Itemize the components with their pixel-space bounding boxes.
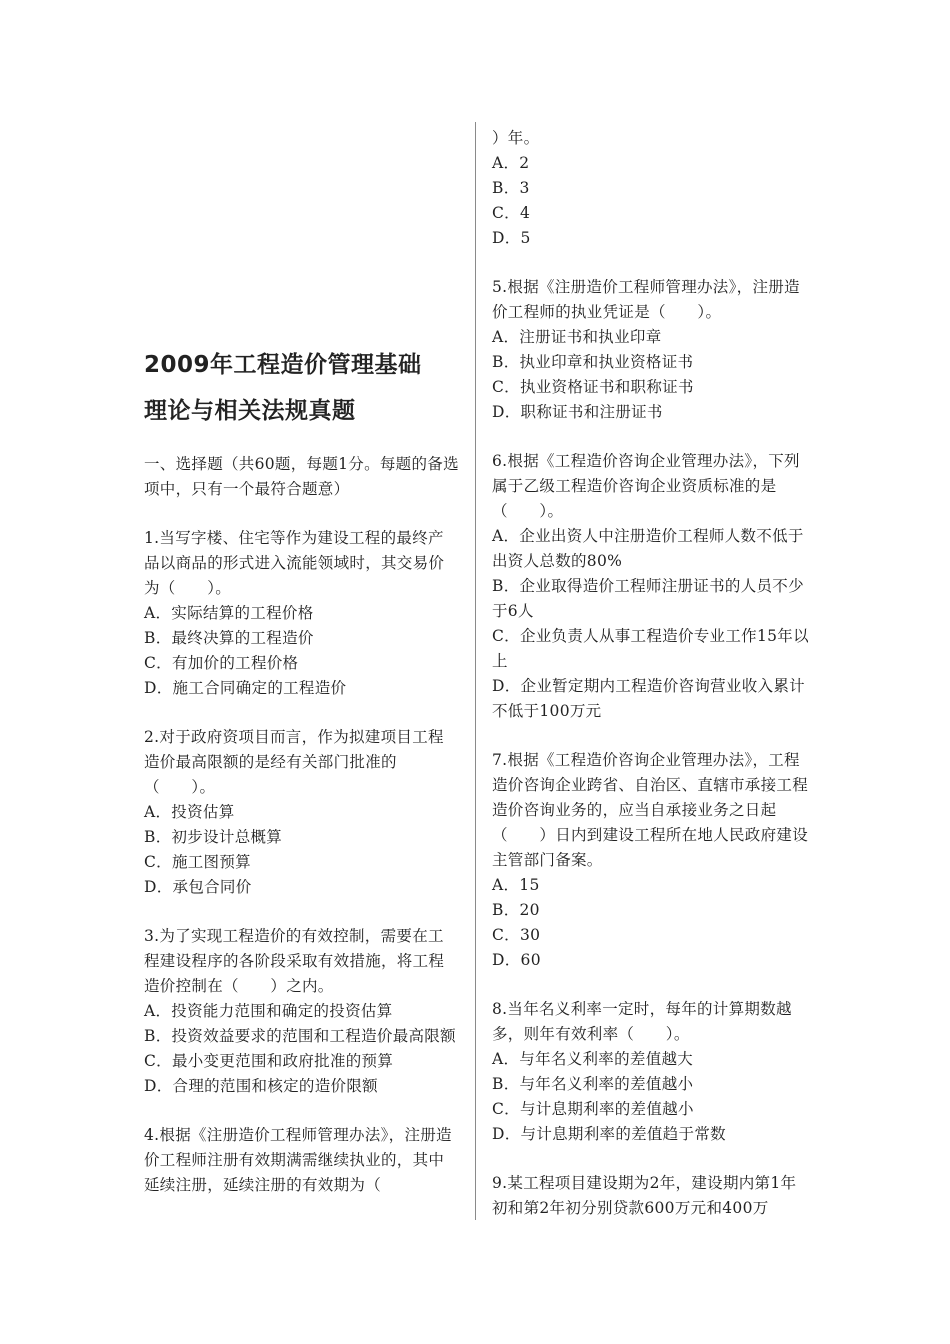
option-c: C．有加价的工程价格 bbox=[144, 654, 299, 672]
question-3 bbox=[144, 924, 459, 1099]
option-a: A．与年名义利率的差值越大 bbox=[492, 1050, 694, 1068]
option-b: B．企业取得造价工程师注册证书的人员不少于6人 bbox=[492, 577, 804, 620]
option-b: B．投资效益要求的范围和工程造价最高限额 bbox=[144, 1027, 456, 1045]
option-b: B．与年名义利率的差值越小 bbox=[492, 1075, 694, 1093]
question-stem: 1.当写字楼、住宅等作为建设工程的最终产品以商品的形式进入流能领域时，其交易价为（ ）。 bbox=[144, 529, 445, 597]
option-a: A．投资估算 bbox=[144, 803, 235, 821]
question-4 bbox=[144, 1123, 459, 1198]
option-a: A．实际结算的工程价格 bbox=[144, 604, 314, 622]
option-d: D．施工合同确定的工程造价 bbox=[144, 679, 347, 697]
question-stem: 9.某工程项目建设期为2年，建设期内第1年初和第2年初分别贷款600万元和400万 bbox=[492, 1174, 797, 1217]
option-d: D．合理的范围和核定的造价限额 bbox=[144, 1077, 378, 1095]
option-b: B．最终决算的工程造价 bbox=[144, 629, 314, 647]
question-stem: 2.对于政府资项目而言，作为拟建项目工程造价最高限额的是经有关部门批准的（ ）。 bbox=[144, 728, 444, 796]
column-divider bbox=[475, 122, 476, 1220]
question-stem: 5.根据《注册造价工程师管理办法》，注册造价工程师的执业凭证是（ ）。 bbox=[492, 278, 800, 321]
option-d: D．5 bbox=[492, 229, 531, 247]
option-a: A．投资能力范围和确定的投资估算 bbox=[144, 1002, 393, 1020]
question-stem: 3.为了实现工程造价的有效控制，需要在工程建设程序的各阶段采取有效措施，将工程造价控制在（ ）之内。 bbox=[144, 927, 445, 995]
document-title: 2009年工程造价管理基础理论与相关法规真题 bbox=[144, 352, 422, 424]
option-a: A．15 bbox=[492, 876, 540, 894]
option-d: D．承包合同价 bbox=[144, 878, 252, 896]
section-heading: 一、选择题（共60题，每题1分。每题的备选项中，只有一个最符合题意） bbox=[144, 455, 459, 498]
question-4-continued bbox=[492, 126, 810, 251]
option-c: C．企业负责人从事工程造价专业工作15年以上 bbox=[492, 627, 809, 670]
option-a: A．2 bbox=[492, 154, 530, 172]
question-6 bbox=[492, 449, 810, 724]
option-d: D．职称证书和注册证书 bbox=[492, 403, 663, 421]
option-b: B．20 bbox=[492, 901, 540, 919]
question-9 bbox=[492, 1171, 810, 1221]
option-a: A．注册证书和执业印章 bbox=[492, 328, 662, 346]
question-stem: 6.根据《工程造价咨询企业管理办法》，下列属于乙级工程造价咨询企业资质标准的是（ ）。 bbox=[492, 452, 800, 520]
question-stem: 4.根据《注册造价工程师管理办法》，注册造价工程师注册有效期满需继续执业的，其中延续注册，延续注册的有效期为（ bbox=[144, 1126, 452, 1194]
question-stem-continued: ）年。 bbox=[492, 129, 540, 147]
option-c: C．4 bbox=[492, 204, 531, 222]
option-a: A．企业出资人中注册造价工程师人数不低于出资人总数的80% bbox=[492, 527, 804, 570]
question-stem: 8.当年名义利率一定时，每年的计算期数越多，则年有效利率（ ）。 bbox=[492, 1000, 792, 1043]
option-b: B．执业印章和执业资格证书 bbox=[492, 353, 694, 371]
question-2 bbox=[144, 725, 459, 900]
left-column bbox=[144, 342, 459, 1222]
option-c: C．最小变更范围和政府批准的预算 bbox=[144, 1052, 394, 1070]
option-d: D．企业暂定期内工程造价咨询营业收入累计不低于100万元 bbox=[492, 677, 805, 720]
option-b: B．初步设计总概算 bbox=[144, 828, 283, 846]
option-c: C．执业资格证书和职称证书 bbox=[492, 378, 694, 396]
right-column bbox=[492, 126, 810, 1245]
question-stem: 7.根据《工程造价咨询企业管理办法》，工程造价咨询企业跨省、自治区、直辖市承接工程造价咨询业务的，应当自承接业务之日起（ ）日内到建设工程所在地人民政府建设主管部门备案。 bbox=[492, 751, 809, 869]
option-c: C．30 bbox=[492, 926, 541, 944]
question-1 bbox=[144, 526, 459, 701]
option-b: B．3 bbox=[492, 179, 530, 197]
question-8 bbox=[492, 997, 810, 1147]
option-c: C．与计息期利率的差值越小 bbox=[492, 1100, 694, 1118]
question-7 bbox=[492, 748, 810, 973]
option-d: D．60 bbox=[492, 951, 541, 969]
question-5 bbox=[492, 275, 810, 425]
option-d: D．与计息期利率的差值趋于常数 bbox=[492, 1125, 726, 1143]
option-c: C．施工图预算 bbox=[144, 853, 251, 871]
